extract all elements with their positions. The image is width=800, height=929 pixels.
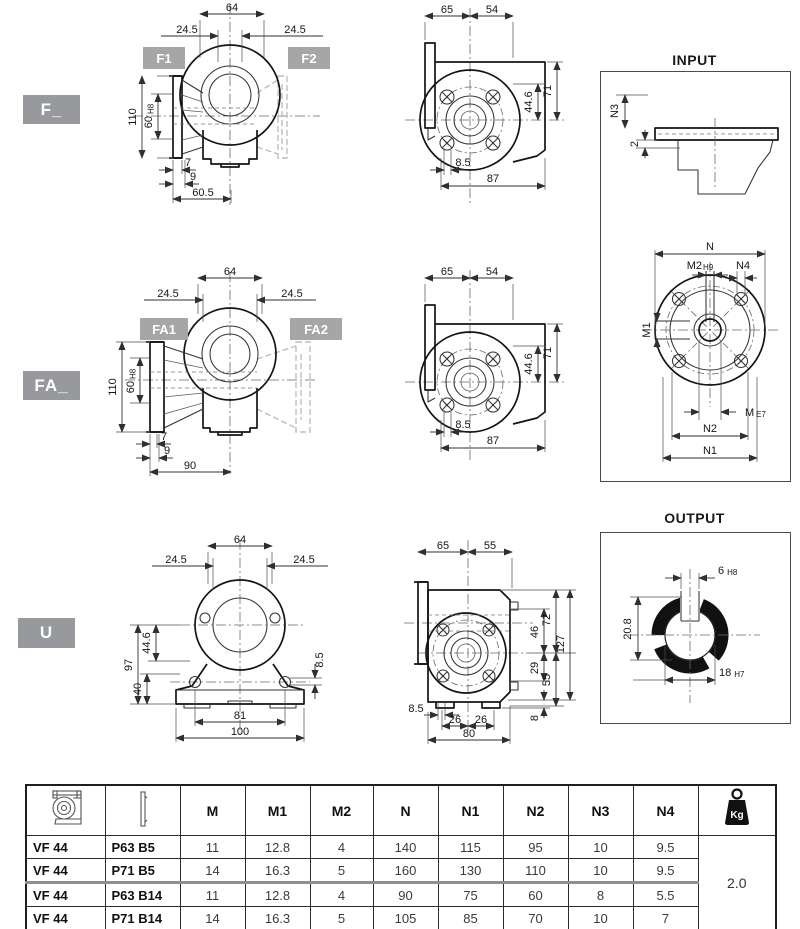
cell-n1: 115 bbox=[438, 836, 503, 859]
cell-n3: 10 bbox=[568, 907, 633, 929]
dim-label: 24.5 bbox=[165, 554, 187, 566]
dim-label: 127 bbox=[555, 634, 567, 654]
dim-label: 54 bbox=[485, 4, 499, 16]
f-front-view-drawing bbox=[395, 0, 610, 211]
dim-label: 72 bbox=[541, 613, 553, 627]
cell-n2: 110 bbox=[503, 859, 568, 883]
u-front-view-drawing bbox=[110, 532, 400, 748]
input-detail-drawing bbox=[600, 72, 790, 480]
dim-label: 44.6 bbox=[141, 632, 153, 654]
table-row bbox=[26, 859, 776, 883]
dim-label: N1 bbox=[702, 445, 718, 457]
section-label-fa-text: FA_ bbox=[34, 375, 69, 395]
weight-icon-cell bbox=[698, 785, 776, 836]
gearbox-icon bbox=[43, 788, 89, 830]
input-flange-front bbox=[641, 241, 778, 462]
cell-n2: 60 bbox=[503, 883, 568, 907]
fa-front-dim-lines bbox=[425, 278, 557, 448]
u-front-extension-lines bbox=[130, 552, 322, 742]
col-header-n4: N4 bbox=[633, 785, 698, 836]
variant-tag-fa2 bbox=[290, 318, 342, 340]
cell-m2: 5 bbox=[310, 859, 373, 883]
dim-label: 26 bbox=[448, 714, 462, 726]
dim-label: 110 bbox=[107, 378, 119, 396]
cell-m: 14 bbox=[180, 859, 245, 883]
dim-label: 8.5 bbox=[314, 652, 326, 668]
dim-label: N3 bbox=[609, 103, 621, 119]
input-title-text: INPUT bbox=[672, 52, 717, 68]
dim-label: 65 bbox=[440, 4, 454, 16]
dim-label: 64 bbox=[223, 266, 237, 278]
dim-label: 44.6 bbox=[523, 353, 535, 375]
dim-label: 2 bbox=[629, 140, 641, 148]
cell-n2: 95 bbox=[503, 836, 568, 859]
dim-label: 87 bbox=[486, 435, 500, 447]
dim-label: N4 bbox=[735, 260, 751, 272]
dim-label: 87 bbox=[486, 173, 500, 185]
cell-n3: 10 bbox=[568, 836, 633, 859]
fa-front-centerlines bbox=[405, 270, 567, 460]
fa-side-ghost-flange-fa2 bbox=[257, 342, 310, 432]
col-header-n: N bbox=[373, 785, 438, 836]
cell-n: 140 bbox=[373, 836, 438, 859]
dim-label: 65 bbox=[440, 266, 454, 278]
cell-weight: 2.0 bbox=[698, 836, 776, 929]
cell-motor: P71 B5 bbox=[105, 859, 180, 883]
dim-label: 97 bbox=[123, 658, 135, 672]
dim-label: 29 bbox=[529, 661, 541, 675]
variant-tag-f2 bbox=[288, 47, 330, 69]
dim-label: 60H8 bbox=[125, 368, 138, 394]
cell-m2: 4 bbox=[310, 836, 373, 859]
dim-label: 26 bbox=[474, 714, 488, 726]
cell-n2: 70 bbox=[503, 907, 568, 929]
table-row bbox=[26, 836, 776, 859]
dim-label: 65 bbox=[436, 540, 450, 552]
dim-label: 8.5 bbox=[455, 419, 471, 431]
col-header-m2: M2 bbox=[310, 785, 373, 836]
fa-side-cone bbox=[164, 326, 258, 428]
cell-n4: 9.5 bbox=[633, 836, 698, 859]
dim-label: 18 H7 bbox=[719, 667, 745, 679]
dim-label: 24.5 bbox=[176, 24, 198, 36]
f-side-body-outline bbox=[169, 45, 280, 167]
dim-label: 64 bbox=[225, 2, 239, 14]
col-header-n2: N2 bbox=[503, 785, 568, 836]
cell-m2: 4 bbox=[310, 883, 373, 907]
u-side-clamp-tabs bbox=[510, 602, 518, 690]
cell-n: 160 bbox=[373, 859, 438, 883]
dim-label: 100 bbox=[230, 726, 250, 738]
input-panel-title bbox=[600, 52, 789, 68]
dim-label: 24.5 bbox=[157, 288, 179, 300]
cell-n1: 75 bbox=[438, 883, 503, 907]
dim-label: 7 bbox=[184, 157, 192, 169]
f-side-dim-lines bbox=[142, 14, 323, 199]
weight-icon bbox=[717, 787, 757, 831]
cell-m1: 12.8 bbox=[245, 883, 310, 907]
dim-label: 55 bbox=[541, 673, 553, 687]
motor-flange-icon bbox=[120, 788, 166, 830]
variant-tag-f2-text: F2 bbox=[301, 51, 317, 66]
dim-label: 40 bbox=[132, 682, 144, 696]
fa-side-dim-lines bbox=[122, 278, 316, 472]
output-detail-drawing bbox=[600, 533, 790, 723]
fa-side-view-drawing bbox=[100, 262, 400, 478]
section-label-fa bbox=[23, 371, 80, 400]
cell-m: 11 bbox=[180, 836, 245, 859]
cell-n: 105 bbox=[373, 907, 438, 929]
cell-motor: P63 B14 bbox=[105, 883, 180, 907]
cell-m: 14 bbox=[180, 907, 245, 929]
cell-motor: P63 B5 bbox=[105, 836, 180, 859]
section-label-u bbox=[18, 618, 75, 648]
dim-label: 7 bbox=[160, 431, 168, 443]
dim-label: M2H9 bbox=[686, 260, 714, 272]
cell-n4: 5.5 bbox=[633, 883, 698, 907]
fa-front-flange-tab bbox=[428, 390, 435, 402]
cell-n1: 130 bbox=[438, 859, 503, 883]
dim-label: 20.8 bbox=[622, 618, 634, 640]
dim-label: 46 bbox=[529, 625, 541, 639]
col-header-m: M bbox=[180, 785, 245, 836]
cell-n4: 9.5 bbox=[633, 859, 698, 883]
dim-label: 64 bbox=[233, 534, 247, 546]
dim-label: 24.5 bbox=[284, 24, 306, 36]
col-header-m1: M1 bbox=[245, 785, 310, 836]
variant-tag-fa2-text: FA2 bbox=[304, 322, 328, 337]
dim-label: M E7 bbox=[745, 407, 766, 419]
kg-label: Kg bbox=[730, 810, 744, 821]
table-header-row bbox=[26, 785, 776, 836]
cell-m: 11 bbox=[180, 883, 245, 907]
cell-n3: 8 bbox=[568, 883, 633, 907]
fa-front-view-drawing bbox=[395, 262, 610, 462]
dim-label: 44.6 bbox=[523, 91, 535, 113]
dim-label: 90 bbox=[183, 460, 197, 472]
col-header-n3: N3 bbox=[568, 785, 633, 836]
dim-label: N2 bbox=[702, 423, 718, 435]
fa-side-centerlines bbox=[125, 272, 315, 474]
cell-m2: 5 bbox=[310, 907, 373, 929]
gearbox-icon-cell bbox=[26, 785, 105, 836]
motor-flange-icon-cell bbox=[105, 785, 180, 836]
dim-label: 71 bbox=[542, 346, 554, 360]
dim-label: 60.5 bbox=[192, 187, 214, 199]
dim-label: 81 bbox=[233, 710, 247, 722]
variant-tag-fa1 bbox=[140, 318, 188, 340]
cell-n1: 85 bbox=[438, 907, 503, 929]
f-front-dim-lines bbox=[425, 16, 557, 186]
cell-n: 90 bbox=[373, 883, 438, 907]
cell-n3: 10 bbox=[568, 859, 633, 883]
f-front-flange-tab bbox=[428, 128, 435, 140]
dim-label: N bbox=[706, 241, 714, 253]
table-row bbox=[26, 907, 776, 929]
variant-tag-f1 bbox=[143, 47, 185, 69]
variant-tag-fa1-text: FA1 bbox=[152, 322, 176, 337]
dim-label: 8 bbox=[529, 714, 541, 722]
section-label-u-text: U bbox=[39, 623, 54, 642]
dim-label: 9 bbox=[189, 171, 197, 183]
dim-label: 54 bbox=[485, 266, 499, 278]
dim-label: 80 bbox=[462, 728, 476, 740]
dim-label: 24.5 bbox=[281, 288, 303, 300]
cell-model: VF 44 bbox=[26, 907, 105, 929]
output-bore-section bbox=[628, 569, 760, 703]
dim-label: M1 bbox=[641, 322, 653, 338]
dimension-table bbox=[25, 784, 777, 929]
section-label-f-text: F_ bbox=[40, 99, 63, 119]
cell-m1: 16.3 bbox=[245, 859, 310, 883]
u-side-hub-circles bbox=[444, 631, 488, 675]
variant-tag-f1-text: F1 bbox=[156, 51, 172, 66]
section-label-f bbox=[23, 95, 80, 124]
dim-label: 24.5 bbox=[293, 554, 315, 566]
cell-model: VF 44 bbox=[26, 883, 105, 907]
cell-m1: 16.3 bbox=[245, 907, 310, 929]
dim-label: 9 bbox=[163, 445, 171, 457]
output-panel-title bbox=[600, 510, 789, 526]
f-side-cone bbox=[182, 66, 259, 154]
dim-label: 8.5 bbox=[455, 157, 471, 169]
input-flange-profile bbox=[609, 95, 778, 194]
f-side-ghost-flange-f2 bbox=[257, 76, 287, 158]
cell-n4: 7 bbox=[633, 907, 698, 929]
cell-model: VF 44 bbox=[26, 836, 105, 859]
table-row bbox=[26, 883, 776, 907]
output-title-text: OUTPUT bbox=[664, 510, 725, 526]
dim-label: 71 bbox=[542, 84, 554, 98]
u-side-view-drawing bbox=[398, 532, 623, 747]
dim-label: 110 bbox=[127, 108, 139, 126]
cell-model: VF 44 bbox=[26, 859, 105, 883]
dim-label: 55 bbox=[483, 540, 497, 552]
dim-label: 6 H8 bbox=[718, 565, 738, 577]
col-header-n1: N1 bbox=[438, 785, 503, 836]
cell-m1: 12.8 bbox=[245, 836, 310, 859]
dim-label: 8.5 bbox=[408, 703, 424, 715]
dim-label: 60H8 bbox=[143, 103, 156, 129]
f-side-view-drawing bbox=[115, 0, 415, 211]
cell-motor: P71 B14 bbox=[105, 907, 180, 929]
